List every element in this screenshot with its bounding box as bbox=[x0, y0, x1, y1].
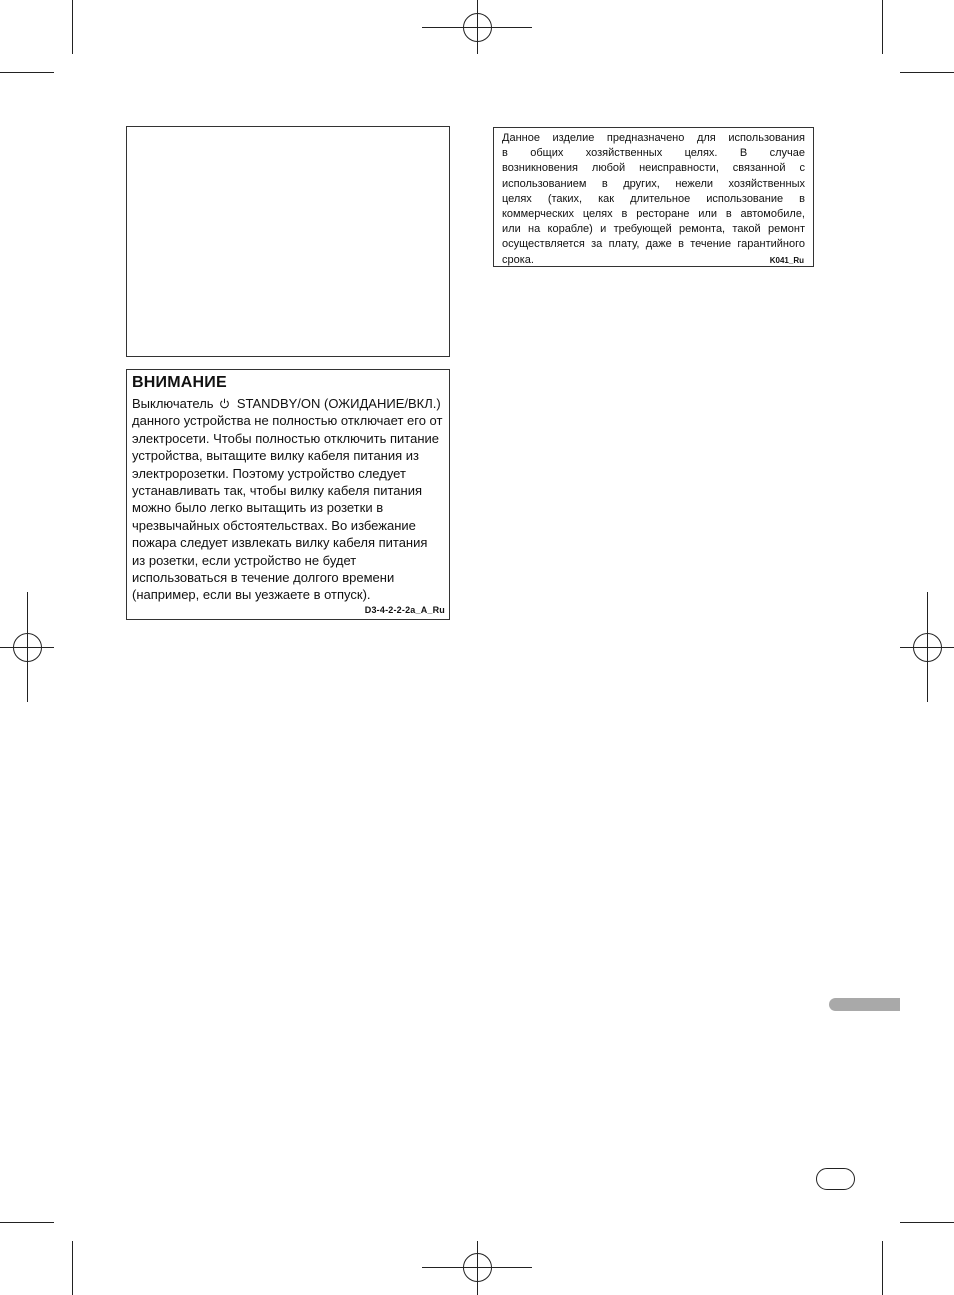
notice-box bbox=[493, 127, 814, 267]
warning-line: электросети. Чтобы полностью отключить питание bbox=[132, 430, 439, 446]
notice-line: Данное изделие предназначено для использования bbox=[502, 132, 805, 144]
power-standby-icon bbox=[219, 398, 230, 409]
page-number-pill bbox=[816, 1168, 855, 1190]
empty-frame bbox=[126, 126, 450, 357]
registration-target-right bbox=[913, 633, 942, 662]
notice-line: в общих хозяйственных целях. В случае bbox=[502, 147, 805, 160]
notice-code: K041_Ru bbox=[769, 255, 804, 265]
registration-target-bottom bbox=[463, 1253, 492, 1282]
warning-line: Выключатель STANDBY/ON (ОЖИДАНИЕ/ВКЛ.) bbox=[132, 396, 441, 411]
warning-line: (например, если вы уезжаете в отпуск). bbox=[132, 587, 371, 603]
warning-line: устанавливать так, чтобы вилку кабеля питания bbox=[132, 483, 423, 499]
warning-line: пожара следует извлекать вилку кабеля питания bbox=[132, 535, 428, 551]
notice-last-row bbox=[502, 253, 805, 268]
warning-line: устройства, вытащите вилку кабеля питания из bbox=[132, 448, 419, 464]
language-tab bbox=[829, 998, 900, 1011]
warning-title: ВНИМАНИЕ bbox=[132, 374, 227, 391]
warning-line: использоваться в течение долгого времени bbox=[132, 570, 395, 586]
warning-line: данного устройства не полностью отключает его от bbox=[132, 413, 443, 429]
notice-line: использованием в других, нежели хозяйственных bbox=[502, 177, 805, 190]
warning-line: из розетки, если устройство не будет bbox=[132, 552, 357, 568]
warning-line: можно было легко вытащить из розетки в bbox=[132, 500, 384, 516]
notice-line: осуществляется за плату, даже в течение гарантийного bbox=[502, 238, 805, 251]
notice-line: возникновения любой неисправности, связанной с bbox=[502, 162, 805, 175]
notice-line: целях (таких, как длительное использование в bbox=[502, 192, 805, 205]
notice-line: или на корабле) и требующей ремонта, такой ремонт bbox=[502, 223, 805, 236]
notice-last-line: срока. bbox=[502, 253, 534, 266]
notice-line: коммерческих целях в ресторане или в автомобиле, bbox=[502, 208, 805, 221]
registration-target-left bbox=[13, 633, 42, 662]
warning-box bbox=[126, 369, 450, 620]
warning-line: чрезвычайных обстоятельствах. Во избежание bbox=[132, 517, 416, 533]
registration-target-top bbox=[463, 13, 492, 42]
warning-code: D3-4-2-2-2a_A_Ru bbox=[364, 605, 445, 615]
warning-line: электророзетки. Поэтому устройство следует bbox=[132, 465, 406, 481]
